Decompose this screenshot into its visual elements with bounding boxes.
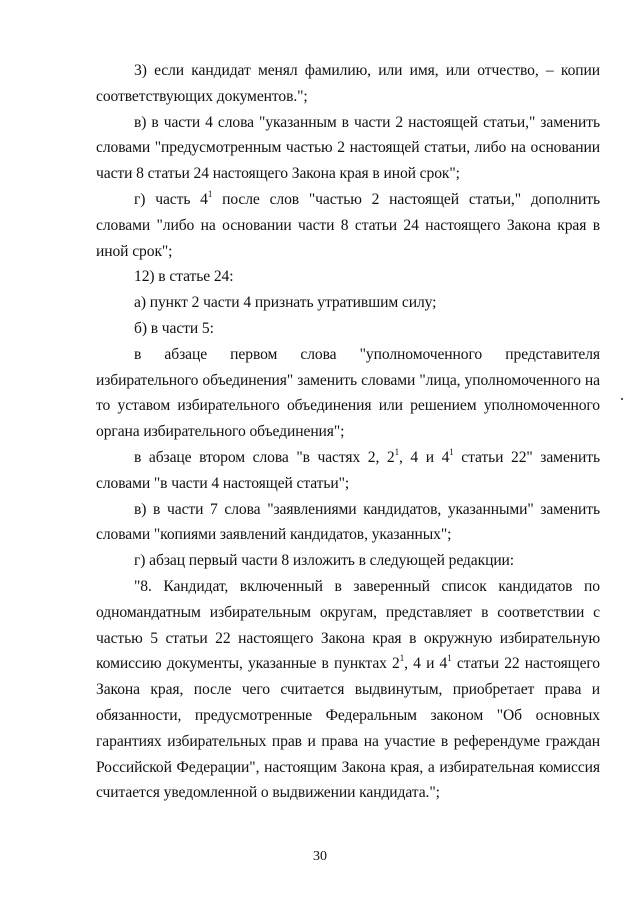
paragraph-item-v-part7 [96, 497, 600, 549]
paragraph-item-v [96, 110, 600, 187]
paragraph-text: "8. Кандидат, включенный в заверенный список кандидатов по одномандатным избирательным округам, представляет в соответствии с частью 5 статьи 22 настоящего Закона края в окружную избирательную комиссию документы, указанные в пунктах 2 [96, 577, 600, 673]
paragraph-text: статьи 22 настоящего Закона края, после чего считается выдвинутым, приобретает права и обязанности, предусмотренные Федеральным законом "Об основных гарантиях избирательных прав и права на участие в референдуме граждан Российской Федерации", настоящим Закона края, а избирательная комиссия считается уведомленной о выдвижении кандидата."; [96, 655, 600, 802]
paragraph-text: в) в части 7 слова "заявлениями кандидатов, указанными" заменить словами "копиями заявлений кандидатов, указанных"; [96, 500, 600, 544]
paragraph-article-24 [96, 264, 600, 290]
paragraph-item-b [96, 316, 600, 342]
superscript: 1 [449, 446, 454, 457]
paragraph-text: б) в части 5: [134, 319, 214, 337]
paragraph-text: , 4 и 4 [398, 448, 450, 466]
paragraph-first-abzac [96, 342, 600, 445]
paragraph-text: 12) в статье 24: [134, 268, 234, 286]
paragraph-text: после слов "частью 2 настоящей статьи," дополнить словами "либо на основании части 8 статьи 24 настоящего Закона края в иной срок"; [96, 190, 600, 260]
scan-margin-dot [621, 398, 623, 400]
paragraph-item-a [96, 290, 600, 316]
paragraph-text: а) пункт 2 части 4 признать утратившим силу; [134, 294, 437, 312]
paragraph-quoted-part8 [96, 574, 600, 806]
superscript: 1 [207, 188, 213, 199]
document-body [96, 58, 600, 806]
paragraph-item-3 [96, 58, 600, 110]
paragraph-second-abzac [96, 445, 600, 497]
paragraph-text: , 4 и 4 [404, 655, 448, 673]
paragraph-text: в абзаце втором слова "в частях 2, 2 [134, 448, 395, 466]
paragraph-text: статьи 22" заменить словами "в части 4 настоящей статьи"; [96, 448, 600, 492]
superscript: 1 [399, 653, 405, 664]
superscript: 1 [394, 446, 399, 457]
paragraph-text: г) абзац первый части 8 изложить в следующей редакции: [134, 552, 515, 570]
paragraph-item-g-part8 [96, 548, 600, 574]
paragraph-text: 3) если кандидат менял фамилию, или имя, или отчество, – копии соответствующих документов."; [96, 62, 600, 105]
paragraph-text: в) в части 4 слова "указанным в части 2 настоящей статьи," заменить словами "предусмотренным частью 2 настоящей статьи, либо на основании части 8 статьи 24 настоящего Закона края в иной срок"; [96, 113, 600, 183]
page-number: 30 [313, 849, 327, 864]
paragraph-text: в абзаце первом слова "уполномоченного представителя избирательного объединения" заменить словами "лица, уполномоченного на то уставом избирательного объединения или решением уполномоченного органа избирательного объединения"; [96, 345, 600, 441]
superscript: 1 [447, 653, 452, 664]
paragraph-text: г) часть 4 [134, 190, 208, 208]
paragraph-item-g [96, 187, 600, 264]
